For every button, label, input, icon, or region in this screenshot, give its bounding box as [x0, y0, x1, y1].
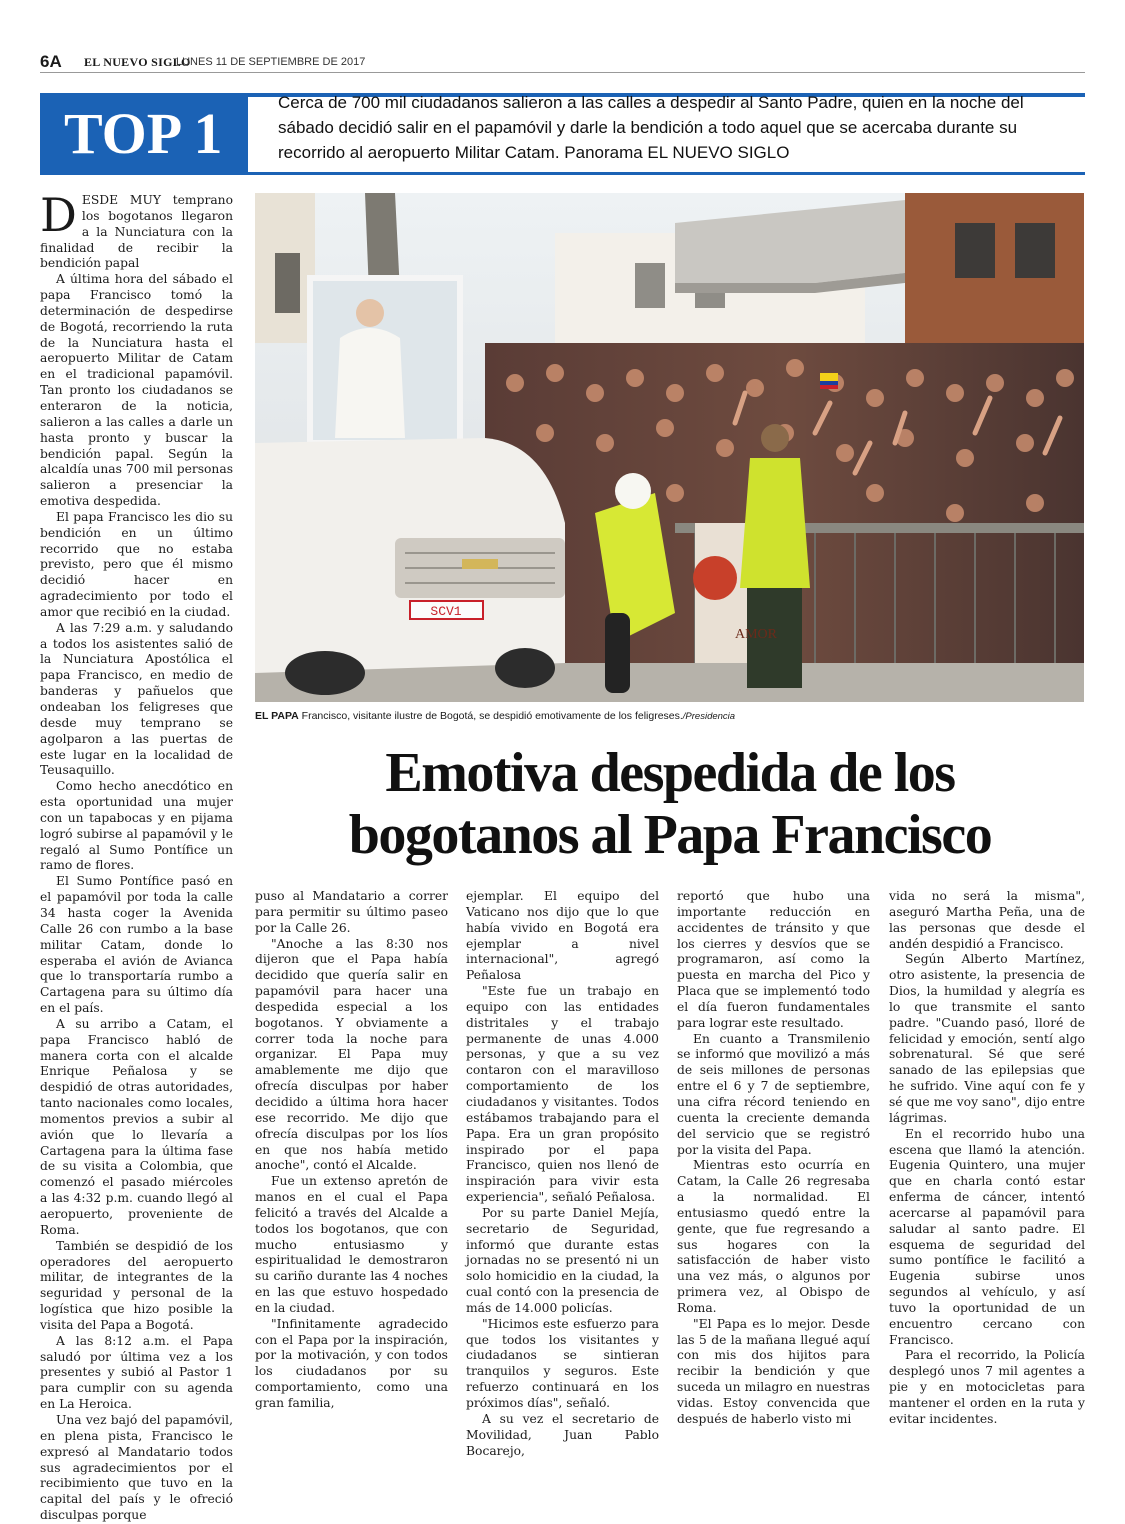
article-column-2 [255, 889, 448, 1412]
paragraph: En el recorrido hubo una escena que llamó la atención. Eugenia Quintero, una mujer que en charla contó estar enferma de cáncer, intentó acercarse al papamóvil para saludar al santo padre. El esquema de seguridad del sumo pontífice le facilitó a Eugenia subirse unos segundos al vehículo, y así tuvo la oportunidad de un encuentro cercano con Francisco. [889, 1126, 1085, 1347]
paragraph: A las 7:29 a.m. y saludando a todos los asistentes salió de la Nunciatura Apostólica el papa Francisco, en medio de banderas y pañuelos que ondeaban los feligreses que desde muy temprano se agolparon a las puertas de este lugar en la localidad de Teusaquillo. [40, 620, 233, 778]
paragraph: "Hicimos este esfuerzo para que todos los visitantes y ciudadanos se sintieran tranquilos y seguros. Este refuerzo continuará en los próximos días", señaló. [466, 1316, 659, 1410]
paragraph: reportó que hubo una importante reducción en accidentes de tránsito y que los cierres y desvíos que se programaron, así como la puesta en marcha del Pico y Placa que se implementó todo el día fueron fundamentales para lograr este resultado. [677, 889, 870, 1030]
top1-lead-text: Cerca de 700 mil ciudadanos salieron a las calles a despedir al Santo Padre, quien en la noche del sábado decidió salir en el papamóvil y darle la bendición a todo aquel que se acercaba durante su recorrido al aeropuerto Militar Catam. Panorama EL NUEVO SIGLO [278, 93, 1024, 162]
banner-text: AMOR [735, 627, 778, 642]
article-column-3 [466, 889, 659, 1459]
article-opening [40, 188, 233, 272]
paragraph: También se despidió de los operadores del aeropuerto militar, de integrantes de la seguridad y personal de la logística que hizo posible la visita del Papa a Bogotá. [40, 1238, 233, 1332]
photo-caption [255, 710, 1085, 722]
paragraph: A las 8:12 a.m. el Papa saludó por última vez a los presentes y subió al Pastor 1 para cumplir con su agenda en La Heroica. [40, 1333, 233, 1412]
paragraph: Mientras esto ocurría en Catam, la Calle 26 regresaba a la normalidad. El entusiasmo quedó entre la gente, que fue regresando a sus hogares con la satisfacción de haber visto una vez más, o algunos por primera vez, al Obispo de Roma. [677, 1158, 870, 1315]
paragraph: ejemplar. El equipo del Vaticano nos dijo que lo que había vivido en Bogotá era ejemplar a nivel internacional", agregó Peñalosa [466, 889, 659, 983]
paragraph: Una vez bajó del papamóvil, en plena pista, Francisco le expresó al Mandatario todos sus agradecimientos por el recibimiento que tuvo en la capital del país y le ofreció disculpas porque [40, 1412, 233, 1523]
paragraph: A última hora del sábado el papa Francisco tomó la determinación de despedirse de Bogotá, recorriendo la ruta de la Nunciatura hasta el aeropuerto Militar de Catam en el tradicional papamóvil. Tan pronto los ciudadanos se enteraron de la noticia, salieron a las calles a darle un hasta pronto y buscar la bendición papal. Según la alcaldía unas 700 mil personas salieron a presenciar la emotiva despedida. [40, 272, 233, 509]
paragraph: El Sumo Pontífice pasó en el papamóvil por toda la calle 34 hasta coger la Avenida Calle 26 con rumbo a la base militar Catam, donde lo esperaba el avión de Avianca que lo transportaría rumbo a Cartagena para su último día en el país. [40, 874, 233, 1016]
opening-text: ESDE MUY temprano los bogotanos llegaron a la Nunciatura con la finalidad de recibir la bendición papal [40, 193, 233, 271]
paragraph: Por su parte Daniel Mejía, secretario de Seguridad, informó que durante estas jornadas no se presentó ni un solo homicidio en la ciudad, la cual contó con la presencia de más de 14.000 policías. [466, 1205, 659, 1315]
paragraph: A su vez el secretario de Movilidad, Juan Pablo Bocarejo, [466, 1411, 659, 1458]
paragraph: Fue un extenso apretón de manos en el cual el Papa felicitó a través del Alcalde a todos los bogotanos, que con mucho entusiasmo y espiritualidad le demostraron su cariño durante las 4 noches en las que estuvo hospedado en la ciudad. [255, 1174, 448, 1315]
paragraph: "Este fue un trabajo en equipo con las entidades distritales y el trabajo permanente de unas 4.000 personas, y que a su vez contaron con el maravilloso comportamiento de los ciudadanos y visitantes. Todos estábamos trabajando para el Papa. Era un gran propósito inspirado por el papa Francisco, quien nos llenó de inspiración para vivir esta experiencia", señaló Peñalosa. [466, 984, 659, 1205]
newspaper-name: EL NUEVO SIGLO [84, 55, 191, 69]
article-column-5 [889, 889, 1085, 1428]
article-column-1 [40, 188, 233, 1524]
paragraph: Para el recorrido, la Policía desplegó unos 7 mil agentes a pie y en motocicletas para mantener el orden en la ruta y evitar incidentes. [889, 1348, 1085, 1426]
top1-badge [40, 93, 248, 175]
paragraph: El papa Francisco les dio su bendición en un último recorrido que no estaba previsto, pero que él mismo decidió hacer en agradecimiento por todo el amor que recibió en la ciudad. [40, 509, 233, 619]
caption-text: Francisco, visitante ilustre de Bogotá, se despidió emotivamente de los feligreses. [298, 710, 683, 722]
paragraph: vida no será la misma", aseguró Martha Peña, una de las personas que desde el andén despidió a Francisco. [889, 889, 1085, 951]
article-headline: Emotiva despedida de los bogotanos al Papa Francisco [348, 742, 992, 866]
paragraph: Como hecho anecdótico en esta oportunidad una mujer con un tapabocas y en pijama logró subirse al papamóvil y le regaló al Sumo Pontífice un ramo de flores. [40, 779, 233, 873]
license-plate: SCV1 [430, 604, 462, 619]
top1-label: TOP 1 [64, 101, 223, 166]
paragraph: "El Papa es lo mejor. Desde las 5 de la mañana llegué aquí con mis dos hijitos para recibir la bendición y que suceda un milagro en nuestras vidas. Estoy convencida que después de haberlo visto mi [677, 1316, 870, 1426]
paragraph: "Infinitamente agradecido con el Papa por la inspiración, por la motivación, y con todos los ciudadanos por su comportamiento, como una gran familia, [255, 1316, 448, 1410]
caption-lead: EL PAPA [255, 710, 299, 722]
paragraph: "Anoche a las 8:30 nos dijeron que el Papa había decidido que quería salir en papamóvil para hacer una despedida especial a los bogotanos. Y obviamente a correr toda la noche para organizar. El Papa muy amablemente me dijo que ofrecía disculpas por haber decidido a última hora hacer ese recorrido. Me dijo que ofrecía disculpas por los líos en que nos había metido anoche", contó el Alcalde. [255, 936, 448, 1173]
paragraph: puso al Mandatario a correr para permitir su último paseo por la Calle 26. [255, 889, 448, 935]
paragraph: A su arribo a Catam, el papa Francisco habló de manera corta con el alcalde Enrique Peñalosa y se despidió de otras autoridades, tanto nacionales como locales, momentos previos a subir al avión que lo llevaría a Cartagena para la última fase de su visita a Colombia, que comenzó el pasado miércoles a las 4:32 p.m. cuando llegó al aeropuerto, proveniente de Roma. [40, 1016, 233, 1237]
main-photo [255, 193, 1084, 702]
issue-date: LUNES 11 DE SEPTIEMBRE DE 2017 [176, 56, 366, 68]
article-column-4 [677, 889, 870, 1428]
page-header [40, 50, 1085, 73]
paragraph: En cuanto a Transmilenio se informó que movilizó a más de seis millones de personas entre el 6 y 7 de septiembre, una cifra récord teniendo en cuenta la creciente demanda del servicio que se registró por la visita del Papa. [677, 1031, 870, 1157]
drop-cap: D [40, 188, 77, 242]
papamobile-photo [255, 193, 1084, 702]
page-number: 6A [40, 52, 62, 71]
photo-credit: /Presidencia [682, 711, 736, 722]
paragraph: Según Alberto Martínez, otro asistente, la presencia de Dios, la humildad y alegría es lo que transmite el santo padre. "Cuando pasó, lloré de felicidad y emoción, sentí algo sobrenatural. Sé que seré sanado de las epilepsias que he sufrido. Vine aquí con fe y sé que me voy sano", dijo entre lágrimas. [889, 952, 1085, 1125]
